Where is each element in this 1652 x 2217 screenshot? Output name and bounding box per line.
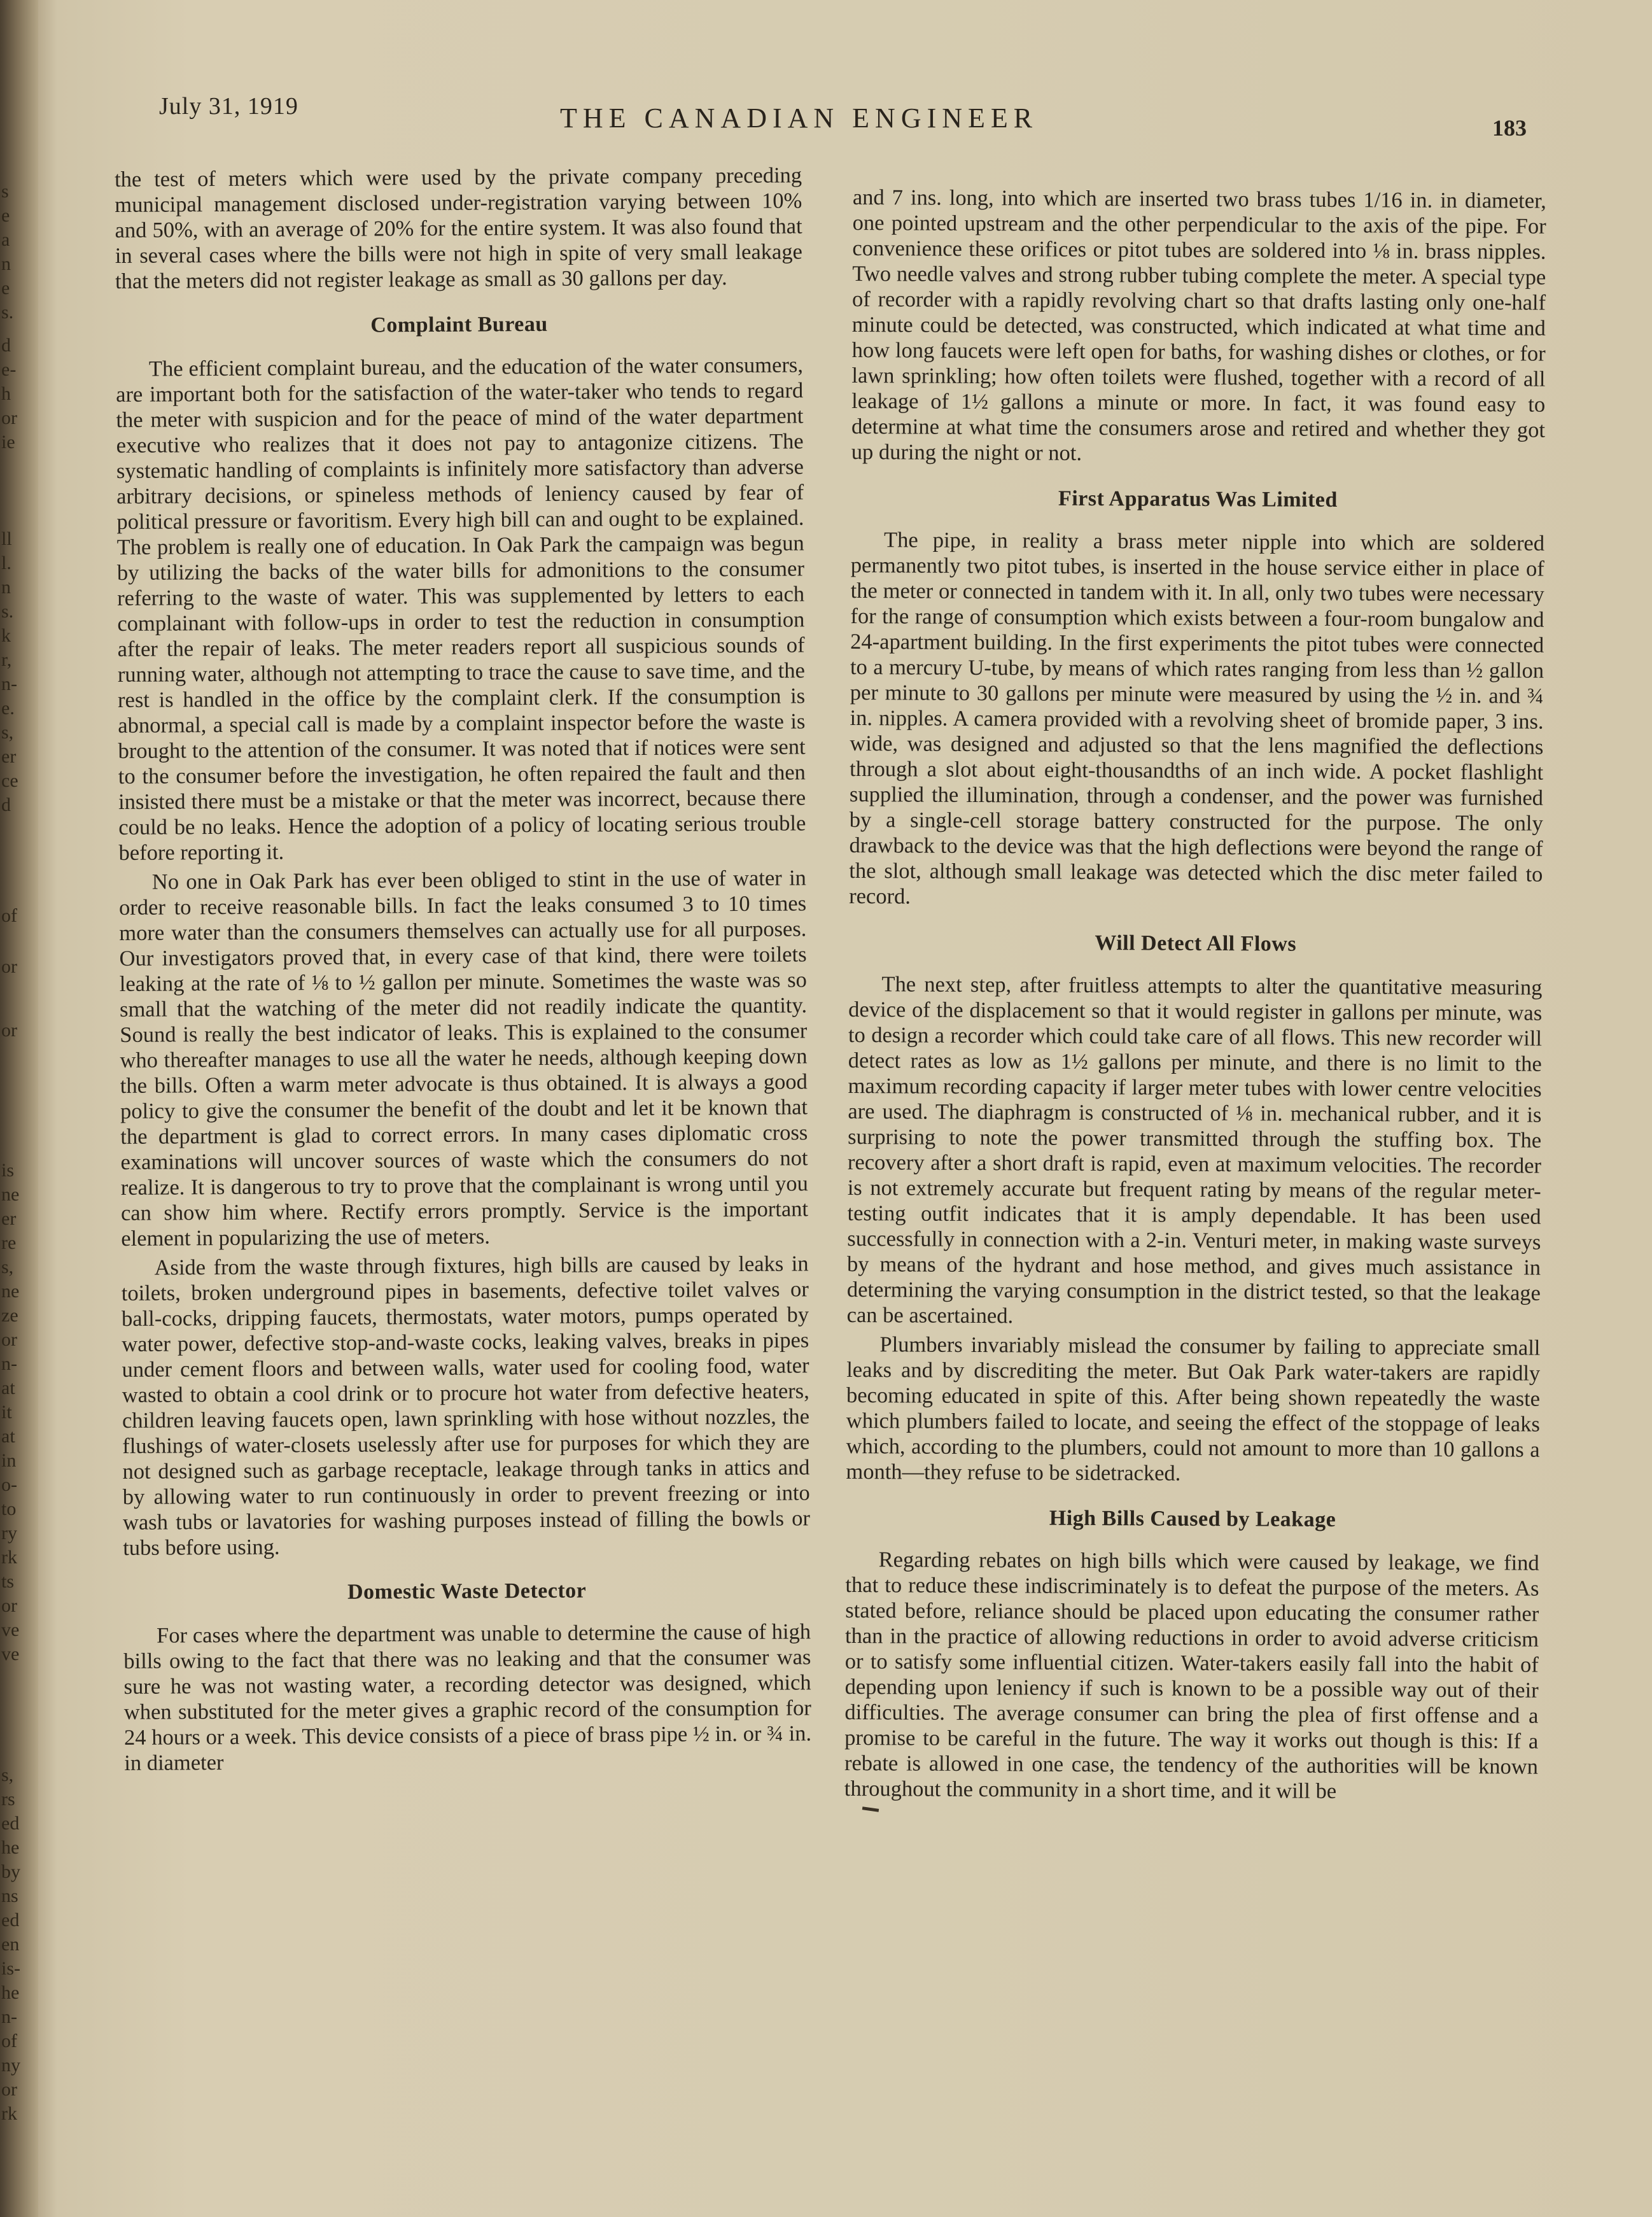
margin-fragment: d (1, 335, 11, 356)
section-heading: Will Detect All Flows (1095, 931, 1297, 956)
paragraph: The pipe, in reality a brass meter nipple into which are soldered permanently two pitot tubes, is inserted in the house service either in place of the meter or connected in tandem with it. In all, only two tubes were necessary for the range of consumption which exists between a four-room bungalow and 24-apartment building. In the first experiments the pitot tubes were connected to a mercury U-tube, by means of which rates ranging from less than ½ gallon per minute to 30 gallons per minute were measured by using the ½ in. and ¾ in. nipples. A camera provided with a revolving sheet of bromide paper, 3 ins. wide, was designed and adjusted so that the lens magnified the deflections through a slot about eight-thousandths of an inch wide. A pocket flashlight supplied the illumination, through a condenser, and the power was furnished by a single-cell storage battery constructed for the purpose. The only drawback to the device was that the high deflections were beyond the range of the slot, although small leakage was detected which the disc meter failed to record. (849, 528, 1545, 909)
margin-fragment: e. (1, 698, 15, 719)
margin-fragment: he (1, 1837, 20, 1858)
margin-fragment: n- (1, 2006, 17, 2027)
paragraph: and 7 ins. long, into which are inserted two brass tubes 1/16 in. in diameter, one pointed upstream and the other perpendicular to the axis of the pipe. For convenience these orifices or pitot tubes are soldered into ⅛ in. brass nipples. Two needle valves and strong rubber tubing complete the meter. A special type of recorder with a rapidly revolving chart so that drafts lasting only one-half minute could be detected, was constructed, which indicated at what time and how long faucets were left open for baths, for washing dishes or clothes, or for lawn sprinkling; how often toilets were flushed, together with a record of all leakage of 1½ gallons a minute or more. In fact, it was found easy to determine at what time the consumers arose and retired and whether they got up during the night or not. (851, 185, 1546, 465)
margin-fragment: a (1, 229, 10, 250)
margin-fragment: rk (1, 2103, 17, 2124)
margin-fragment: rk (1, 1547, 17, 1568)
margin-fragment: or (1, 1329, 17, 1350)
issue-date: July 31, 1919 (159, 93, 298, 120)
ink-mark (862, 1806, 879, 1812)
margin-fragment: ns (1, 1885, 18, 1906)
margin-fragment: s. (1, 302, 14, 323)
margin-fragment: er (1, 746, 17, 767)
margin-fragment: or (1, 956, 17, 977)
margin-fragment: s, (1, 1764, 14, 1785)
margin-fragment: e (1, 205, 10, 226)
section-heading: Domestic Waste Detector (347, 1579, 587, 1604)
margin-fragment: ne (1, 1281, 20, 1302)
margin-fragment: ed (1, 1813, 20, 1834)
margin-fragment: or (1, 2079, 17, 2100)
margin-fragment: e (1, 278, 10, 299)
margin-fragment: r, (1, 649, 12, 670)
margin-fragment: s. (1, 601, 14, 622)
margin-fragment: n (1, 577, 11, 598)
margin-fragment: he (1, 1982, 20, 2003)
margin-fragment: n- (1, 673, 17, 694)
margin-fragment: in (1, 1450, 17, 1471)
paragraph: Plumbers invariably mislead the consumer by failing to appreciate small leaks and by discrediting the meter. But Oak Park water-takers are rapidly becoming educated in spite of this. After being shown repeatedly the waste which plumbers failed to locate, and seeing the effect of the stoppage of leaks which, according to the plumbers, could not amount to more than 10 gallons a month—they refuse to be sidetracked. (846, 1332, 1541, 1486)
margin-fragment: of (1, 905, 17, 926)
right-column (844, 185, 1546, 1809)
margin-fragment: ne (1, 1184, 20, 1205)
margin-fragment: s, (1, 1256, 14, 1277)
margin-fragment: to (1, 1498, 17, 1519)
margin-fragment: o- (1, 1474, 17, 1495)
section-heading: High Bills Caused by Leakage (1049, 1506, 1336, 1532)
margin-fragment: is (1, 1160, 15, 1181)
paragraph: the test of meters which were used by the private company preceding municipal management disclosed under-registration varying between 10% and 50%, with an average of 20% for the entire system. It was also found that in several cases where the bills were not high in spite of very small leakage that the meters did not register leakage as small as 30 gallons per day. (115, 163, 802, 293)
margin-fragment: k (1, 625, 11, 646)
margin-fragment: re (1, 1232, 17, 1253)
section-heading: Complaint Bureau (370, 312, 548, 337)
paragraph: For cases where the department was unable to determine the cause of high bills owing to the fact that there was no leaking and that the consumer was sure he was not wasting water, a recording detector was designed, which when substituted for the meter gives a graphic record of the consumption for 24 hours or a week. This device consists of a piece of brass pipe ½ in. or ¾ in. in diameter (123, 1619, 812, 1775)
margin-fragment: or (1, 1595, 17, 1616)
margin-fragment: n- (1, 1353, 17, 1374)
paragraph: Aside from the waste through fixtures, high bills are caused by leaks in toilets, broken underground pipes in basements, defective toilet valves or ball-cocks, dripping faucets, thermostats, water motors, pumps operated by water power, defective stop-and-waste cocks, leaking valves, breaks in pipes under cement floors and between walls, water used for cooling food, water wasted to obtain a cool drink or to procure hot water from defective heaters, children leaving faucets open, lawn sprinkling with hose without nozzles, the flushings of water-closets uselessly after use for purposes for which they are not designed such as garbage receptacle, leakage through tanks in attics and by allowing water to run continuously in order to prevent freezing or into wash tubs or lavatories for washing purposes instead of filling the bowls or tubs before using. (121, 1251, 811, 1560)
margin-fragment: s (1, 181, 9, 202)
paragraph: No one in Oak Park has ever been obliged to stint in the use of water in order to receive reasonable bills. In fact the leaks consumed 3 to 10 times more water than the consumers themselves can actually use for all purposes. Our investigators proved that, in every case of that kind, there were toilets leaking at the rate of ⅛ to ½ gallon per minute. Sometimes the waste was so small that the watching of the meter did not readily indicate the quantity. Sound is really the best indicator of leaks. This is explained to the consumer who thereafter manages to use all the water he needs, although keeping down the bills. Often a warm meter advocate is thus obtained. It is always a good policy to give the consumer the benefit of the doubt and let it be known that the department is glad to correct errors. In many cases diplomatic cross examinations will uncover sources of waste which the consumers do not realize. It is dangerous to try to prove that the complainant is wrong until you can show him where. Rectify errors promptly. Service is the important element in popularizing the use of meters. (118, 866, 809, 1251)
section-heading: First Apparatus Was Limited (1058, 486, 1338, 512)
margin-fragment: ve (1, 1643, 20, 1665)
margin-fragment: h (1, 383, 11, 404)
margin-fragment: by (1, 1861, 20, 1882)
margin-fragment: ie (1, 432, 15, 453)
margin-fragment: d (1, 794, 11, 815)
margin-fragment: ts (1, 1571, 15, 1592)
margin-fragment: rs (1, 1789, 15, 1810)
journal-title: THE CANADIAN ENGINEER (560, 102, 1039, 134)
margin-fragment: ny (1, 2055, 20, 2076)
margin-fragment: or (1, 1020, 17, 1041)
margin-fragment: en (1, 1934, 20, 1955)
margin-fragment: n (1, 253, 11, 274)
margin-fragment: s, (1, 722, 14, 743)
margin-fragment: of (1, 2030, 17, 2052)
margin-fragment: ce (1, 770, 18, 791)
margin-fragment: ed (1, 1910, 20, 1931)
margin-fragment: at (1, 1377, 15, 1398)
margin-fragment: ve (1, 1619, 20, 1640)
margin-fragment: ry (1, 1523, 17, 1544)
paragraph: The next step, after fruitless attempts to alter the quantitative measuring device of the displacement so that it would register in gallons per minute, was to design a recorder which could take care of all flows. This new recorder will detect rates as low as 1½ gallons per minute, and there is no limit to the maximum recording capacity if larger meter tubes with lower centre velocities are used. The diaphragm is constructed of ⅛ in. mechanical rubber, and it is surprising to note the power transmitted through the stuffing box. The recovery after a short draft is rapid, even at maximum velocities. The recorder is not extremely accurate but frequent rating by means of the regular meter-testing outfit indicates that it is amply dependable. It has been used successfully in connection with a 2-in. Venturi meter, in making waste surveys by means of the hydrant and hose method, and gives much assistance in determining the varying consumption in the district tested, so that the leakage can be ascertained. (846, 972, 1543, 1328)
margin-fragment: it (1, 1402, 12, 1423)
margin-fragment: ze (1, 1305, 18, 1326)
margin-fragment: e- (1, 359, 17, 380)
page-number: 183 (1492, 115, 1527, 141)
margin-fragment: or (1, 407, 17, 428)
margin-fragment: er (1, 1208, 17, 1229)
margin-fragment: l. (1, 552, 11, 574)
margin-fragment: is- (1, 1958, 20, 1979)
margin-fragment: at (1, 1426, 15, 1447)
left-column (115, 162, 811, 1780)
margin-fragment: ll (1, 528, 12, 549)
paragraph: The efficient complaint bureau, and the education of the water consumers, are important both for the satisfaction of the water-taker who tends to regard the meter with suspicion and for the peace of mind of the water department executive who realizes that it does not pay to antagonize citizens. The systematic handling of complaints is infinitely more satisfactory than adverse arbitrary decisions, or spineless methods of leniency caused by fear of political pressure or favoritism. Every high bill can and ought to be explained. The problem is really one of education. In Oak Park the campaign was begun by utilizing the backs of the water bills for admonitions to the consumer referring to the waste of water. This was supplemented by letters to each complainant with follow-ups in order to test the reduction in consumption after the repair of leaks. The meter readers report all suspicious sounds of running water, although not attempting to trace the cause to save time, and the rest is handled in the office by the complaint clerk. If the consumption is abnormal, a special call is made by a complaint inspector before the waste is brought to the attention of the consumer. It was noted that if notices were sent to the consumer before the investigation, he often repaired the fault and then insisted there must be a mistake or that the meter was incorrect, because there could be no leaks. Hence the adoption of a policy of locating serious trouble before reporting it. (116, 353, 806, 865)
paragraph: Regarding rebates on high bills which were caused by leakage, we find that to reduce these indiscriminately is to defeat the purpose of the meters. As stated before, reliance should be placed upon educating the consumer rather than in the practice of allowing reductions in order to avoid adverse criticism or to satisfy some influential citizen. Water-takers easily fall into the habit of depending upon leniency if such is known to be a possible way out of their difficulties. The average consumer can bring the plea of first offense and a promise to be careful in the future. The way it works out though is this: If a rebate is allowed in one case, the tendency of the authorities will be known throughout the community in a short time, and it will be (844, 1547, 1539, 1804)
